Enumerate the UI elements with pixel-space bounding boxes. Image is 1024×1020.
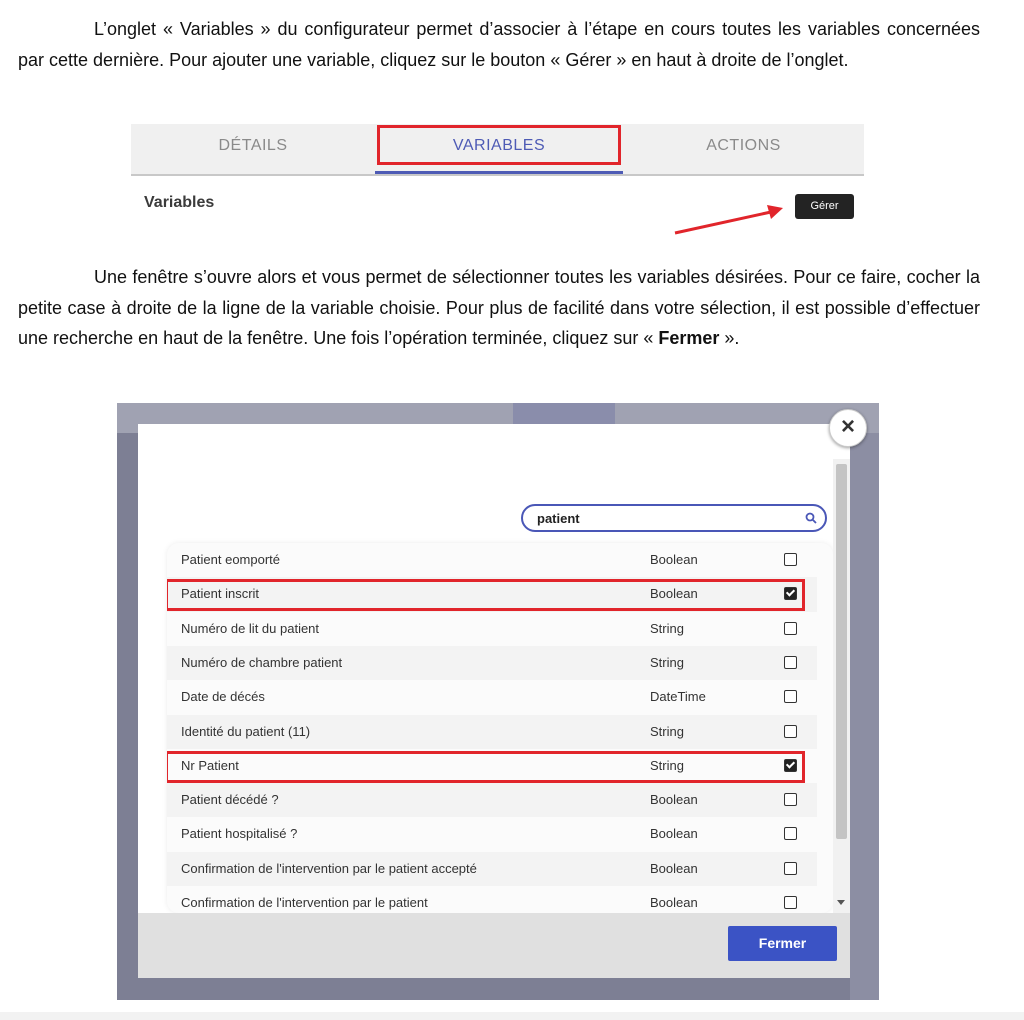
highlight-box-tab [377, 125, 621, 165]
variable-name: Patient hospitalisé ? [181, 826, 298, 842]
list-item[interactable] [167, 543, 817, 577]
variables-list [167, 543, 833, 913]
variable-type: Boolean [650, 792, 698, 808]
list-item[interactable] [167, 612, 817, 646]
variable-name: Patient inscrit [181, 586, 260, 602]
scrollbar[interactable] [833, 459, 850, 914]
second-paragraph: Une fenêtre s’ouvre alors et vous permet de sélectionner toutes les variables désirées. Pour ce faire, cocher la petite case à droite de la ligne de la variable choisie. Pour plus de facilité dans votre sélection, il est possible d’effectuer une recherche en haut de la fenêtre. Une fois l’opération terminée, cliquez sur « Fermer ». [18, 267, 980, 348]
tab-bar [131, 124, 864, 176]
variable-name: Identité du patient (11) [181, 723, 311, 739]
highlight-box-row [167, 579, 805, 611]
variable-type: Boolean [650, 895, 698, 910]
variable-type: Boolean [650, 552, 698, 567]
list-item[interactable] [167, 680, 817, 714]
variable-checkbox[interactable] [784, 622, 797, 635]
search-input[interactable] [521, 504, 827, 532]
variable-name: Nr Patient [181, 757, 239, 773]
variable-name: Numéro de chambre patient [181, 654, 343, 670]
variable-type: DateTime [650, 689, 706, 705]
tabs-figure [131, 124, 864, 240]
variables-dialog-figure [117, 403, 879, 1000]
close-dialog-button[interactable]: Fermer [728, 926, 837, 961]
manage-button[interactable]: Gérer [795, 194, 854, 219]
variable-checkbox[interactable] [784, 690, 797, 703]
variable-name: Patient eomporté [181, 552, 281, 567]
variable-checkbox[interactable] [784, 725, 797, 738]
close-icon[interactable]: × [829, 409, 867, 447]
scrollbar-thumb[interactable] [836, 464, 847, 839]
tab-actions[interactable]: ACTIONS [706, 137, 781, 154]
variable-checkbox[interactable] [784, 656, 797, 669]
list-item[interactable] [167, 783, 817, 817]
variable-name: Confirmation de l'intervention par le patient [181, 895, 428, 910]
variable-checkbox[interactable] [784, 553, 797, 566]
variable-type: String [650, 654, 684, 670]
variable-type: Boolean [650, 826, 698, 842]
background-panel [850, 433, 879, 1000]
variable-name: Patient décédé ? [181, 792, 279, 808]
variable-checkbox[interactable] [784, 862, 797, 875]
variable-checkbox[interactable] [784, 827, 797, 840]
page-bottom-strip [0, 1012, 1024, 1020]
variable-name: Numéro de lit du patient [181, 620, 320, 636]
tab-details[interactable]: DÉTAILS [218, 137, 288, 154]
modal-footer [138, 913, 850, 978]
list-item[interactable] [167, 817, 817, 851]
variable-checkbox[interactable] [784, 896, 797, 909]
variable-type: Boolean [650, 586, 698, 602]
variable-checkbox[interactable] [784, 793, 797, 806]
variable-type: String [650, 620, 684, 636]
variable-type: String [650, 757, 684, 773]
variable-type: Boolean [650, 860, 698, 876]
scroll-down-icon[interactable] [837, 900, 845, 905]
tab-variables[interactable]: VARIABLES [452, 137, 546, 154]
variables-section-heading: Variables [144, 194, 215, 211]
list-item[interactable] [167, 715, 817, 749]
active-tab-indicator [375, 171, 623, 174]
red-arrow-icon [671, 202, 791, 238]
variable-name: Confirmation de l'intervention par le patient accepté [181, 860, 477, 876]
search-value: patient [537, 511, 580, 526]
search-icon[interactable] [805, 512, 817, 524]
variable-type: String [650, 723, 684, 739]
highlight-box-row [167, 751, 805, 783]
list-item[interactable] [167, 852, 817, 886]
list-item[interactable] [167, 886, 817, 913]
variable-name: Date de décés [181, 689, 265, 705]
list-item[interactable] [167, 646, 817, 680]
variables-modal [138, 424, 850, 978]
intro-paragraph: L’onglet « Variables » du configurateur permet d’associer à l’étape en cours toutes les variables concernées par cette dernière. Pour ajouter une variable, cliquez sur le bouton « Gérer » en haut à droite de l’onglet. [18, 19, 980, 70]
